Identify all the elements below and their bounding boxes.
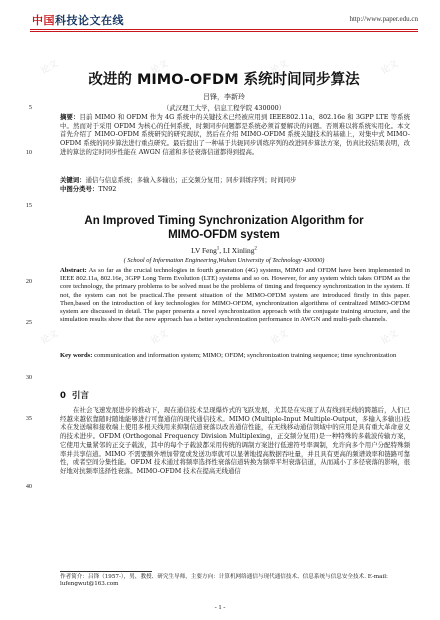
- author-footnote: 作者简介：吕锋（1957-），男，教授、研究生导师，主要方向：计算机网络通信与现代通信技术、信息系统与信息安全技术. E-mail: lufengwut@163.com: [60, 574, 388, 588]
- footnote-divider: [60, 571, 152, 572]
- intro-paragraph: 在社会飞速发展进步的推动下，现在通信技术呈现爆炸式的飞跃发展，尤其是在实现了从有线到无线的跨越后，人们已经越来越依靠随时随地能够进行可靠通信的现代通信技术。MIMO (Multiple-Input Multiple-Output，多输入多输出)技术在发送端和接收端上使用多根天线用来抑制信道衰落以改善通信性能，在无线移动通信领域中的应用是具有重大革命意义的技术进步。OFDM (Orthogonal Frequency Division Multiplexing，正交频分复用)是一种特殊的多载波传输方案，它使用大量紧邻的正交子载波，其中的每个子载波都采用传统的调制方案进行低速符号率调制，允许向多个用户分配特殊频率并共享信道。MIMO 不需要额外增加带宽或发送功率就可以显著地提高数据吞吐量，并且具有更高的频谱效率和链路可靠性，或者空间分集性能。OFDM 技术通过将频率选择性衰落信道转换为频率平坦衰落信道，从而减小了多径衰落的影响，很好地对抗频率选择性衰落。MIMO-OFDM 技术在提高无线通信: [60, 406, 410, 475]
- page-number: - 1 -: [214, 604, 226, 611]
- paper-title-en-line2: MIMO-OFDM system: [168, 229, 280, 241]
- authors-en: [30, 246, 418, 255]
- author-2-sup: 2: [254, 246, 257, 252]
- line-number: 5: [28, 104, 32, 111]
- watermark: 论文: [269, 328, 291, 347]
- author-1-sup: 1: [216, 246, 220, 252]
- logo-red-text: 中国: [32, 14, 55, 27]
- clc-label: 中图分类号：: [60, 185, 99, 193]
- abstract-en-text: As so far as the crucial technologies in fourth generation (4G) systems, MIMO and OFDM have been implemented in IEEE 802.11a, 802.16e, 3GPP Long Term Evolution (LTE) systems and so on. However, for any system which takes OFDM as the core technology, the primary problems to be solved must be the problems of timing and frequency synchronization in the system. If not, the system can not be practical.The present situation of the MIMO-OFDM system are introduced firstly in this paper. Then,based on the introduction of key technologies for MIMO-OFDM, synchronization algorithms of centralized MIMO-OFDM system are discussed in detail. The paper presents a novel synchronization approach with the conjugate training structure, and the simulation results show that the new approach has a better synchronization performance in AWGN and multi-path channels.: [60, 267, 410, 324]
- logo-dark-text: 科技论文在线: [55, 14, 124, 27]
- paper-title-en-line1: An Improved Timing Synchronization Algorithm for: [84, 215, 364, 227]
- line-number: 35: [25, 415, 32, 422]
- line-number: 40: [25, 483, 32, 490]
- abstract-cn: [60, 113, 410, 157]
- authors-cn: 吕锋，李新玲: [203, 93, 245, 101]
- watermark: 论文: [39, 58, 61, 77]
- watermark: 论文: [269, 58, 291, 77]
- watermark: 论文: [379, 58, 401, 77]
- header-divider: [30, 29, 418, 30]
- keywords-cn-text: 通信与信息系统；多输入多输出；正交频分复用；同步训练序列；时间同步: [85, 176, 297, 184]
- watermark: 论文: [39, 328, 61, 347]
- line-number: 20: [25, 278, 32, 285]
- header-divider-thin: [30, 31, 418, 32]
- keywords-en: [60, 352, 410, 360]
- affiliation-cn: （武汉理工大学，信息工程学院 430000）: [162, 104, 286, 112]
- affiliation-en: ( School of Information Engineering,Wuhan University of Technology 430000): [123, 257, 325, 264]
- watermark: 论文: [149, 58, 171, 77]
- author-1: LV Feng: [191, 246, 217, 255]
- clc-number: [60, 185, 410, 194]
- watermark: 论文: [149, 328, 171, 347]
- journal-logo: [32, 12, 124, 28]
- keywords-en-text: communication and information system; MIMO; OFDM; synchronization training sequence; time synchronization: [94, 352, 397, 359]
- line-number: 25: [25, 319, 32, 326]
- section-title: 引言: [71, 391, 89, 401]
- keywords-cn-label: 关键词：: [60, 176, 86, 184]
- site-url[interactable]: http://www.paper.edu.cn: [349, 15, 418, 23]
- section-heading-intro: [60, 389, 89, 401]
- author-2: , LI Xinling: [219, 246, 255, 255]
- abstract-en: [60, 267, 410, 324]
- keywords-en-label: Key words:: [60, 352, 93, 359]
- section-number: 0: [60, 391, 66, 401]
- abstract-en-label: Abstract:: [60, 267, 87, 274]
- line-number: 15: [25, 202, 32, 209]
- line-number: 10: [25, 149, 32, 156]
- abstract-cn-text: 目前 MIMO 和 OFDM 作为 4G 系统中的关键技术已经被应用到 IEEE802.11a、802.16e 和 3GPP LTE 等系统中。然而对于采用 OFDM 为核心的任何系统，时频同步问题都是系统必须首要解决的问题。否则难以将系统实用化。本文首先介绍了 MIMO-OFDM 系统研究的研究现状，然后在介绍 MIMO-OFDM 系统关键技术的基础上，对集中式 MIMO-OFDM 系统的同步算法进行重点研究。最后提出了一种基于共轭同步训练序列的改进同步算法方案，仿真比较结果表明，改进的算法的定时同步性能在 AWGN 信道和多径衰落信道都得到提高。: [60, 113, 410, 156]
- abstract-cn-label: 摘要：: [60, 113, 80, 121]
- clc-value: TN92: [98, 185, 117, 193]
- line-number: 30: [25, 374, 32, 381]
- watermark: 论文: [379, 328, 401, 347]
- keywords-cn: [60, 176, 410, 185]
- paper-title-cn: 改进的 MIMO-OFDM 系统时间同步算法: [88, 72, 360, 88]
